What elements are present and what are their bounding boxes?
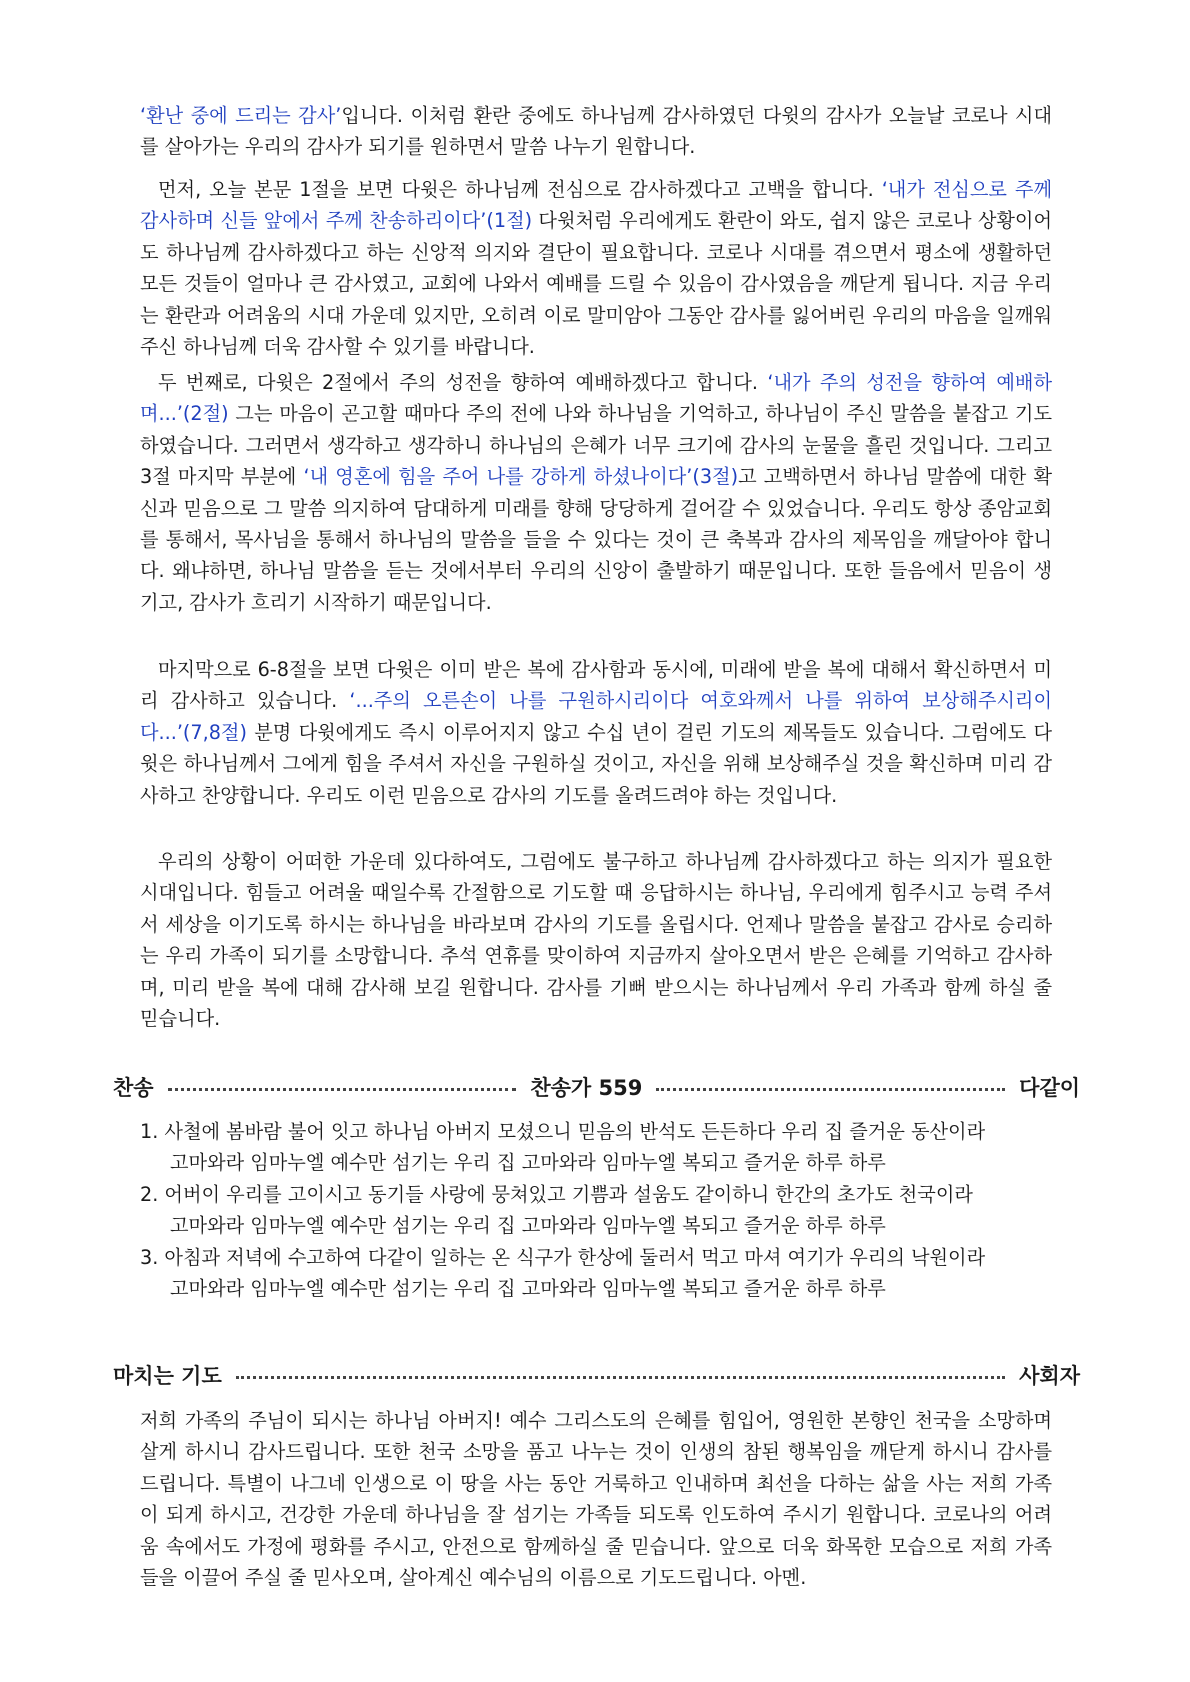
scripture-quote: ‘...주의 오른손이 나를 구원하시리이다 여호와께서 나를 위하여 보상해주시리이다...’(7,8절): [140, 689, 1052, 744]
sermon-paragraph: [140, 846, 1052, 1034]
hymn-refrain: 고마와라 임마누엘 예수만 섬기는 우리 집 고마와라 임마누엘 복되고 즐거운 하루 하루: [170, 1277, 886, 1301]
paragraph-text: 분명 다윗에게도 즉시 이루어지지 않고 수십 년이 걸린 기도의 제목들도 있습니다. 그럼에도 다윗은 하나님께서 그에게 힘을 주셔서 자신을 구원하실 것이고, 자신을 위해 보상해주실 것을 확신하며 미리 감사하고 찬양합니다. 우리도 이런 믿음으로 감사의 기도를 올려드려야 하는 것입니다.: [140, 720, 1052, 807]
scripture-quote: ‘내 영혼에 힘을 주어 나를 강하게 하셨나이다’(3절): [303, 465, 739, 489]
paragraph-text: 입니다. 이처럼 환란 중에도 하나님께 감사하였던 다윗의 감사가 오늘날 코로나 시대를 살아가는 우리의 감사가 되기를 원하면서 말씀 나누기 원합니다.: [140, 104, 1052, 159]
hymn-verse: 1. 사철에 봄바람 불어 잇고 하나님 아버지 모셨으니 믿음의 반석도 든든하다 우리 집 즐거운 동산이라: [140, 1120, 986, 1143]
hymn-verse: 3. 아침과 저녁에 수고하여 다같이 일하는 온 식구가 한상에 둘러서 먹고 마셔 여기가 우리의 낙원이라: [140, 1245, 986, 1269]
leader-dots: [656, 1088, 1005, 1091]
paragraph-text: 먼저, 오늘 본문 1절을 보면 다윗은 하나님께 전심으로 감사하겠다고 고백을 합니다.: [158, 178, 882, 201]
hymn-leader: 다같이: [1019, 1076, 1081, 1100]
paragraph-text: 다윗처럼 우리에게도 환란이 와도, 쉽지 않은 코로나 상황이어도 하나님께 감사하겠다고 하는 신앙적 의지와 결단이 필요합니다. 코로나 시대를 겪으면서 평소에 생활하던 모든 것들이 얼마나 큰 감사였고, 교회에 나와서 예배를 드릴 수 있음이 감사였음을 깨닫게 됩니다. 지금 우리는 환란과 어려움의 시대 가운데 있지만, 오히려 이로 말미암아 그동안 감사를 잃어버린 우리의 마음을 일깨워주신 하나님께 더욱 감사할 수 있기를 바랍니다.: [140, 209, 1052, 359]
closing-prayer-text: 저희 가족의 주님이 되시는 하나님 아버지! 예수 그리스도의 은혜를 힘입어, 영원한 본향인 천국을 소망하며 살게 하시니 감사드립니다. 또한 천국 소망을 품고 나누는 것이 인생의 참된 행복임을 깨닫게 하시니 감사를 드립니다. 특별이 나그네 인생으로 이 땅을 사는 동안 거룩하고 인내하며 최선을 다하는 삶을 사는 저희 가족이 되게 하시고, 건강한 가운데 하나님을 잘 섬기는 가족들 되도록 인도하여 주시기 원합니다. 코로나의 어려움 속에서도 가정에 평화를 주시고, 안전으로 함께하실 줄 믿습니다. 앞으로 더욱 화목한 모습으로 저희 가족들을 이끌어 주실 줄 믿사오며, 살아계신 예수님의 이름으로 기도드립니다. 아멘.: [140, 1409, 1052, 1590]
hymn-verse: 2. 어버이 우리를 고이시고 동기들 사랑에 뭉쳐있고 기쁨과 설움도 같이하니 한간의 초가도 천국이라: [140, 1182, 973, 1206]
closing-prayer-label: 마치는 기도: [113, 1364, 222, 1388]
hymn-refrain: 고마와라 임마누엘 예수만 섬기는 우리 집 고마와라 임마누엘 복되고 즐거운 하루 하루: [170, 1214, 886, 1238]
paragraph-text: 고 고백하면서 하나님 말씀에 대한 확신과 믿음으로 그 말씀 의지하여 담대하게 미래를 향해 당당하게 걸어갈 수 있었습니다. 우리도 항상 종암교회를 통해서, 목사님을 통해서 하나님의 말씀을 들을 수 있다는 것이 큰 축복과 감사의 제목임을 깨달아야 합니다. 왜냐하면, 하나님 말씀을 듣는 것에서부터 우리의 신앙이 출발하기 때문입니다. 또한 들음에서 믿음이 생기고, 감사가 흐리기 시작하기 때문입니다.: [140, 465, 1052, 614]
hymn-refrain: 고마와라 임마누엘 예수만 섬기는 우리 집 고마와라 임마누엘 복되고 즐거운 하루 하루: [170, 1151, 886, 1175]
sermon-paragraph: [140, 367, 1052, 618]
scripture-quote: ‘내가 주의 성전을 향하여 예배하며...’(2절): [140, 371, 1052, 426]
sermon-paragraph: [140, 100, 1052, 163]
closing-prayer-header: [113, 1358, 1080, 1392]
paragraph-text: 마지막으로 6-8절을 보면 다윗은 이미 받은 복에 감사함과 동시에, 미래에 받을 복에 대해서 확신하면서 미리 감사하고 있습니다.: [140, 658, 1052, 713]
closing-prayer-leader: 사회자: [1019, 1364, 1080, 1388]
hymn-lyrics: [140, 1116, 1080, 1304]
hymn-header: [113, 1070, 1080, 1104]
leader-dots: [168, 1088, 517, 1091]
hymn-number: 찬송가 559: [530, 1076, 643, 1100]
paragraph-text: 그는 마음이 곤고할 때마다 주의 전에 나와 하나님을 기억하고, 하나님이 주신 말씀을 붙잡고 기도하였습니다. 그러면서 생각하고 생각하니 하나님의 은혜가 너무 크기에 감사의 눈물을 흘린 것입니다. 그리고 3절 마지막 부분에: [140, 402, 1052, 489]
paragraph-text: 두 번째로, 다윗은 2절에서 주의 성전을 향하여 예배하겠다고 합니다.: [158, 371, 768, 394]
sermon-paragraph: [140, 174, 1052, 362]
paragraph-text: 우리의 상황이 어떠한 가운데 있다하여도, 그럼에도 불구하고 하나님께 감사하겠다고 하는 의지가 필요한 시대입니다. 힘들고 어려울 때일수록 간절함으로 기도할 때 응답하시는 하나님, 우리에게 힘주시고 능력 주셔서 세상을 이기도록 하시는 하나님을 바라보며 감사의 기도를 올립시다. 언제나 말씀을 붙잡고 감사로 승리하는 우리 가족이 되기를 소망합니다. 추석 연휴를 맞이하여 지금까지 살아오면서 받은 은혜를 기억하고 감사하며, 미리 받을 복에 대해 감사해 보길 원합니다. 감사를 기뻐 받으시는 하나님께서 우리 가족과 함께 하실 줄 믿습니다.: [140, 850, 1052, 1031]
hymn-label: 찬송: [113, 1076, 154, 1100]
scripture-quote: ‘환난 중에 드리는 감사’: [140, 104, 342, 127]
sermon-paragraph: [140, 654, 1052, 811]
leader-dots: [236, 1376, 1005, 1379]
scripture-quote: ‘내가 전심으로 주께 감사하며 신들 앞에서 주께 찬송하리이다’(1절): [140, 178, 1052, 233]
